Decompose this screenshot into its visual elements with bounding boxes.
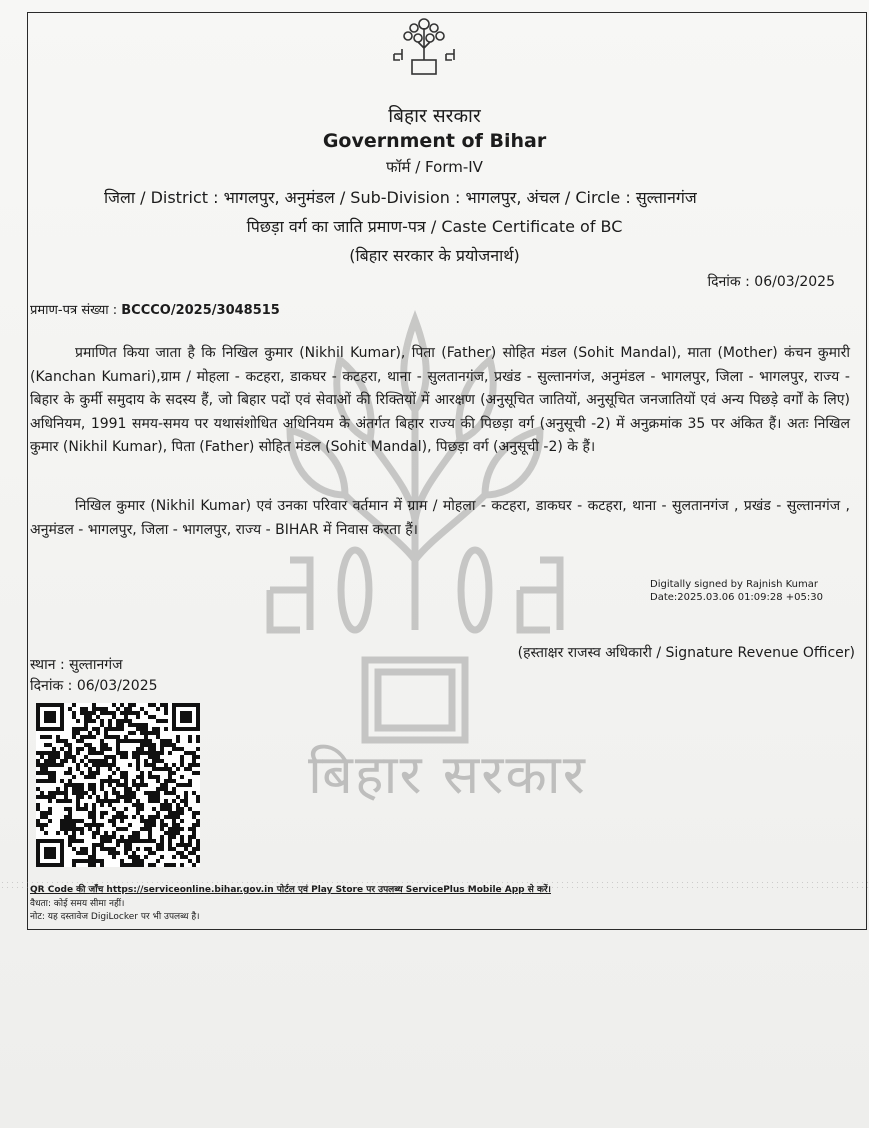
district-line: जिला / District : भागलपुर, अनुमंडल / Sub-Division : भागलपुर, अंचल / Circle : सुल्तानगंज [104,188,697,207]
certificate-title: पिछड़ा वर्ग का जाति प्रमाण-पत्र / Caste Certificate of BC [246,217,623,236]
certificate-number-label: प्रमाण-पत्र संख्या : [30,303,122,318]
qr-code[interactable] [36,703,200,867]
certificate-number [30,300,280,318]
certificate-paragraph-1: प्रमाणित किया जाता है कि निखिल कुमार (Nikhil Kumar), पिता (Father) सोहित मंडल (Sohit Mandal), माता (Mother) कंचन कुमारी (Kanchan Kumari),ग्राम / मोहला - कटहरा, डाकघर - कटहरा, थाना - सुलतानगंज, प्रखंड - सुल्तानगंज, अनुमंडल - भागलपुर, जिला - भागलपुर, राज्य - बिहार के कुर्मी समुदाय के सदस्य हैं, जो बिहार पदों एवं सेवाओं की रिक्तियों में आरक्षण (अनुसूचित जातियों, अनुसूचित जनजातियों एवं अन्य पिछड़े वर्गों के लिए) अधिनियम, 1991 समय-समय पर यथासंशोधित अधिनियम के अंतर्गत बिहार राज्य की पिछड़ा वर्ग (अनुसूची -2) में अनुक्रमांक 35 पर अंकित हैं। अतः निखिल कुमार (Nikhil Kumar), पिता (Father) सोहित मंडल (Sohit Mandal), पिछड़ा वर्ग (अनुसूची -2) के हैं। [30,345,850,455]
place-label: स्थान : सुल्तानगंज [30,657,123,673]
issue-date: दिनांक : 06/03/2025 [707,274,835,290]
title-english: Government of Bihar [322,130,547,152]
qr-verification-note: QR Code की जाँच https://serviceonline.bihar.gov.in पोर्टल एवं Play Store पर उपलब्ध ServicePlus Mobile App से करें। [30,885,551,895]
digilocker-note: नोट: यह दस्तावेज DigiLocker पर भी उपलब्ध है। [30,912,200,922]
form-label: फॉर्म / Form-IV [386,158,483,176]
digital-signature-name: Digitally signed by Rajnish Kumar [650,579,818,590]
certificate-purpose: (बिहार सरकार के प्रयोजनार्थ) [349,246,520,265]
bihar-emblem-logo [388,14,460,80]
validity-note: वैधता: कोई समय सीमा नहीं। [30,899,125,909]
signature-label: (हस्ताक्षर राजस्व अधिकारी / Signature Revenue Officer) [517,645,855,661]
place-date: दिनांक : 06/03/2025 [30,678,158,694]
watermark-text: बिहार सरकार [308,743,587,806]
title-hindi: बिहार सरकार [388,105,481,127]
digital-signature [650,578,823,604]
digital-signature-date: Date:2025.03.06 01:09:28 +05:30 [650,592,823,603]
certificate-number-value: BCCCO/2025/3048515 [121,303,280,318]
certificate-paragraph-2: निखिल कुमार (Nikhil Kumar) एवं उनका परिवार वर्तमान में ग्राम / मोहला - कटहरा, डाकघर - कटहरा, थाना - सुलतानगंज , प्रखंड - सुल्तानगंज , अनुमंडल - भागलपुर, जिला - भागलपुर, राज्य - BIHAR में निवास करता हैं। [30,498,850,538]
